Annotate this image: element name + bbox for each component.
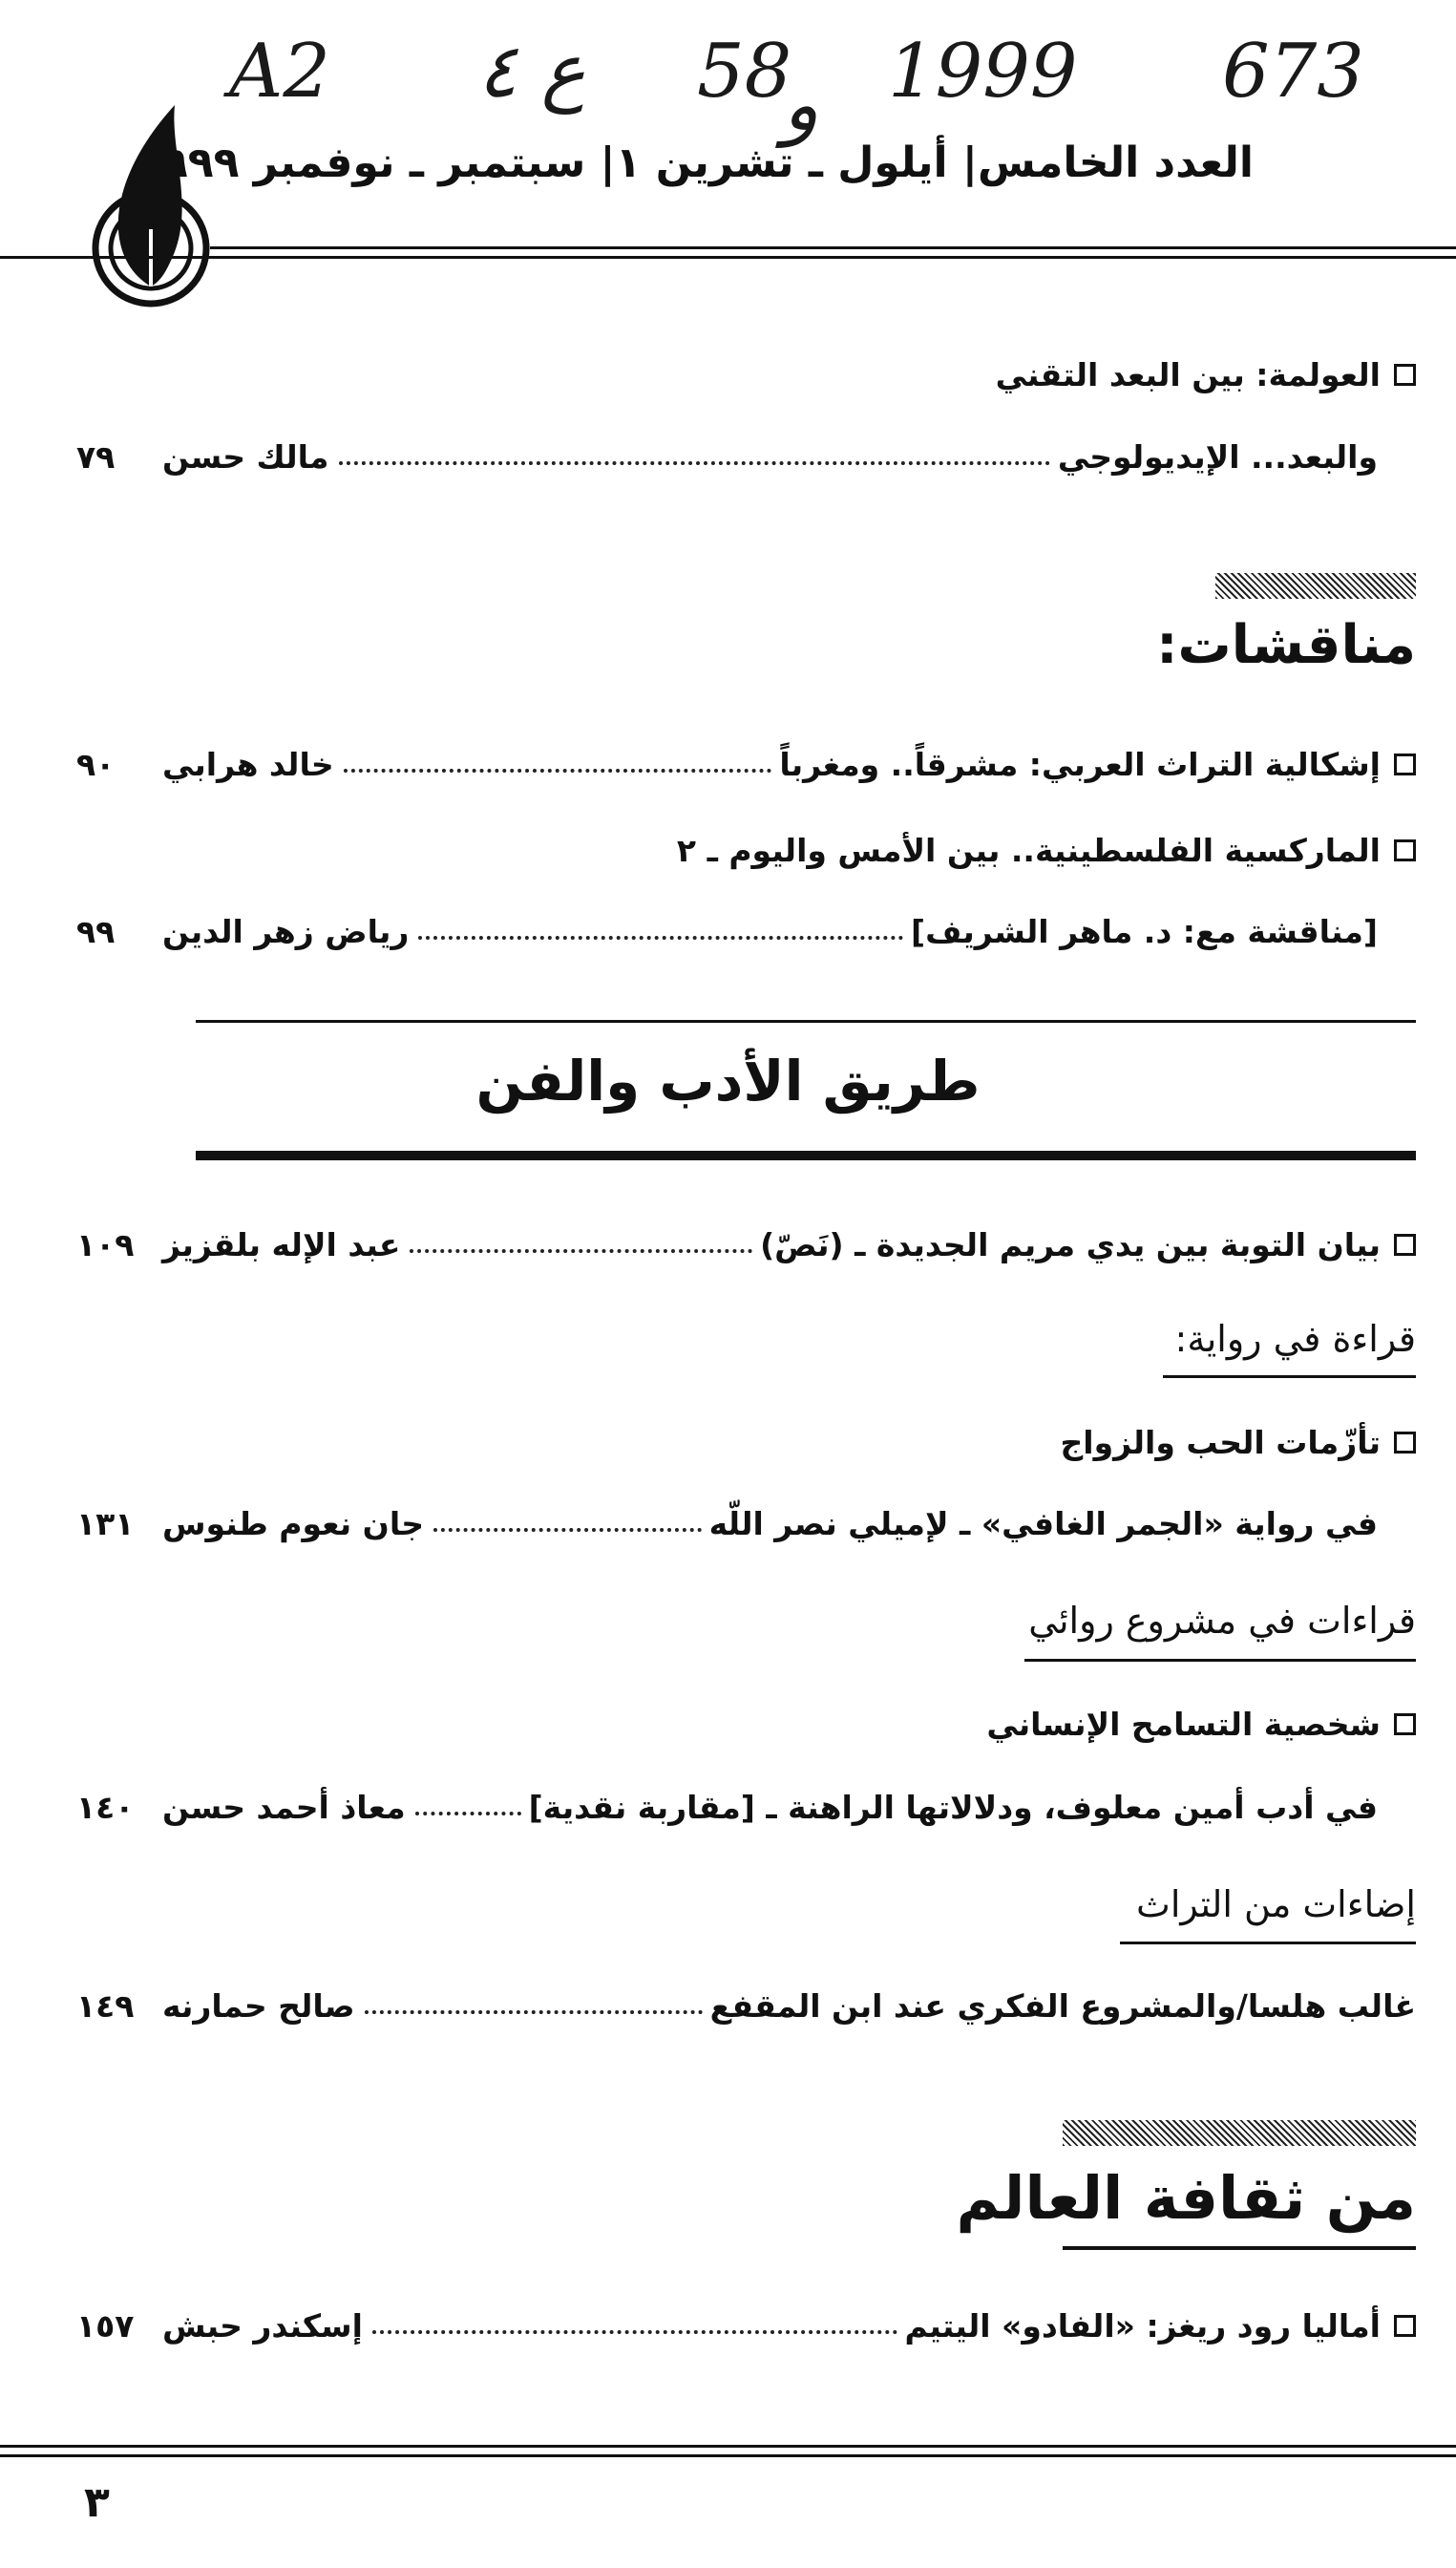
toc-item-line2[interactable] xyxy=(76,1495,1416,1552)
toc-page: ١٤٠ xyxy=(76,1788,135,1826)
handwritten-text: و xyxy=(783,62,819,148)
handwritten-note xyxy=(220,10,1413,148)
toc-title: أماليا رود ريغز: «الفادو» اليتيم xyxy=(904,2306,1381,2345)
subheading-heritage: إضاءات من التراث xyxy=(1136,1883,1416,1925)
checkbox-icon xyxy=(1394,753,1416,775)
toc-page: ١٤٩ xyxy=(76,1986,135,2025)
toc-title: في أدب أمين معلوف، ودلالاتها الراهنة ـ [مقاربة نقدية] xyxy=(528,1788,1378,1826)
subheading-underline xyxy=(1163,1375,1416,1378)
subheading-novel-reading: قراءة في رواية: xyxy=(1174,1318,1416,1360)
toc-author: عبد الإله بلقزيز xyxy=(162,1225,401,1263)
checkbox-icon xyxy=(1394,364,1416,386)
toc-page: ٩٠ xyxy=(76,745,116,783)
toc-title: في رواية «الجمر الغافي» ـ لإميلي نصر اللّه xyxy=(708,1504,1378,1542)
handwritten-text: ع ٤ xyxy=(477,29,586,115)
leader-dots xyxy=(433,1528,702,1532)
handwritten-text: A2 xyxy=(229,29,330,115)
handwritten-text: 1999 xyxy=(888,29,1078,115)
toc-title: بيان التوبة بين يدي مريم الجديدة ـ (نَصّ) xyxy=(760,1225,1381,1263)
toc-item-globalization[interactable] xyxy=(76,346,1416,403)
toc-item[interactable] xyxy=(76,821,1416,879)
footer-rule xyxy=(0,2454,1456,2457)
toc-item[interactable] xyxy=(76,1977,1416,2034)
toc-author: صالح حمارنه xyxy=(162,1986,355,2025)
toc-author: رياض زهر الدين xyxy=(162,912,410,950)
toc-author: معاذ أحمد حسن xyxy=(162,1788,406,1826)
toc-item[interactable] xyxy=(76,735,1416,793)
subheading-underline xyxy=(1024,1659,1416,1662)
handwritten-text: 58 xyxy=(697,29,792,115)
toc-page: ١٣١ xyxy=(76,1504,135,1542)
toc-item[interactable] xyxy=(76,2297,1416,2354)
toc-item-globalization-line2[interactable] xyxy=(76,428,1416,485)
footer-rule xyxy=(0,2445,1456,2448)
flame-logo-icon xyxy=(84,96,218,315)
leader-dots xyxy=(418,936,903,940)
header-rule xyxy=(210,246,1456,249)
toc-title: الماركسية الفلسطينية.. بين الأمس واليوم ـ ٢ xyxy=(676,831,1381,869)
toc-author: خالد هرابي xyxy=(162,745,334,783)
toc-item[interactable] xyxy=(76,1413,1416,1471)
subheading-project-reading: قراءات في مشروع روائي xyxy=(1028,1600,1416,1642)
subheading-underline xyxy=(1120,1942,1416,1944)
issue-line: العدد الخامس| أيلول ـ تشرين ١| سبتمبر ـ نوفمبر ١٩٩٩ xyxy=(137,138,1254,187)
leader-dots xyxy=(344,769,772,773)
header-rule xyxy=(0,256,1456,259)
toc-author: مالك حسن xyxy=(162,437,329,476)
leader-dots xyxy=(372,2330,897,2334)
leader-dots xyxy=(410,1249,752,1253)
toc-title: تأزّمات الحب والزواج xyxy=(1060,1423,1381,1461)
leader-dots xyxy=(365,2010,703,2014)
toc-title: غالب هلسا/والمشروع الفكري عند ابن المقفع xyxy=(709,1986,1416,2025)
toc-item[interactable] xyxy=(76,1695,1416,1752)
leader-dots xyxy=(339,461,1050,465)
toc-item-line2[interactable] xyxy=(76,1778,1416,1836)
toc-title: شخصية التسامح الإنساني xyxy=(986,1705,1381,1743)
handwritten-text: 673 xyxy=(1222,29,1364,115)
page-number: ٣ xyxy=(84,2478,110,2527)
toc-page: ١٥٧ xyxy=(76,2306,135,2345)
section-underline xyxy=(1063,2246,1416,2250)
section-heading-discussions: مناقشات: xyxy=(1156,614,1416,676)
section-heading-literature: طريق الأدب والفن xyxy=(475,1049,981,1114)
toc-title: [مناقشة مع: د. ماهر الشريف] xyxy=(911,912,1378,950)
section-hatch-bar xyxy=(1215,573,1416,599)
toc-author: إسكندر حبش xyxy=(162,2306,363,2345)
section-rule-thick xyxy=(196,1151,1416,1160)
toc-page: ١٠٩ xyxy=(76,1225,135,1263)
section-rule xyxy=(196,1020,1416,1023)
toc-title: العولمة: بين البعد التقني xyxy=(995,355,1381,393)
toc-item-line2[interactable] xyxy=(76,902,1416,960)
section-hatch-bar xyxy=(1063,2120,1416,2146)
toc-title: إشكالية التراث العربي: مشرقاً.. ومغرباً xyxy=(779,745,1381,783)
toc-author: جان نعوم طنوس xyxy=(162,1504,424,1542)
section-heading-world-culture: من ثقافة العالم xyxy=(956,2163,1416,2233)
checkbox-icon xyxy=(1394,1713,1416,1735)
toc-page: ٩٩ xyxy=(76,912,116,950)
checkbox-icon xyxy=(1394,839,1416,861)
toc-item[interactable] xyxy=(76,1216,1416,1273)
toc-title: والبعد... الإيديولوجي xyxy=(1057,437,1378,476)
checkbox-icon xyxy=(1394,1234,1416,1256)
checkbox-icon xyxy=(1394,2315,1416,2337)
toc-page: ٧٩ xyxy=(76,437,116,476)
checkbox-icon xyxy=(1394,1432,1416,1454)
leader-dots xyxy=(415,1812,521,1815)
